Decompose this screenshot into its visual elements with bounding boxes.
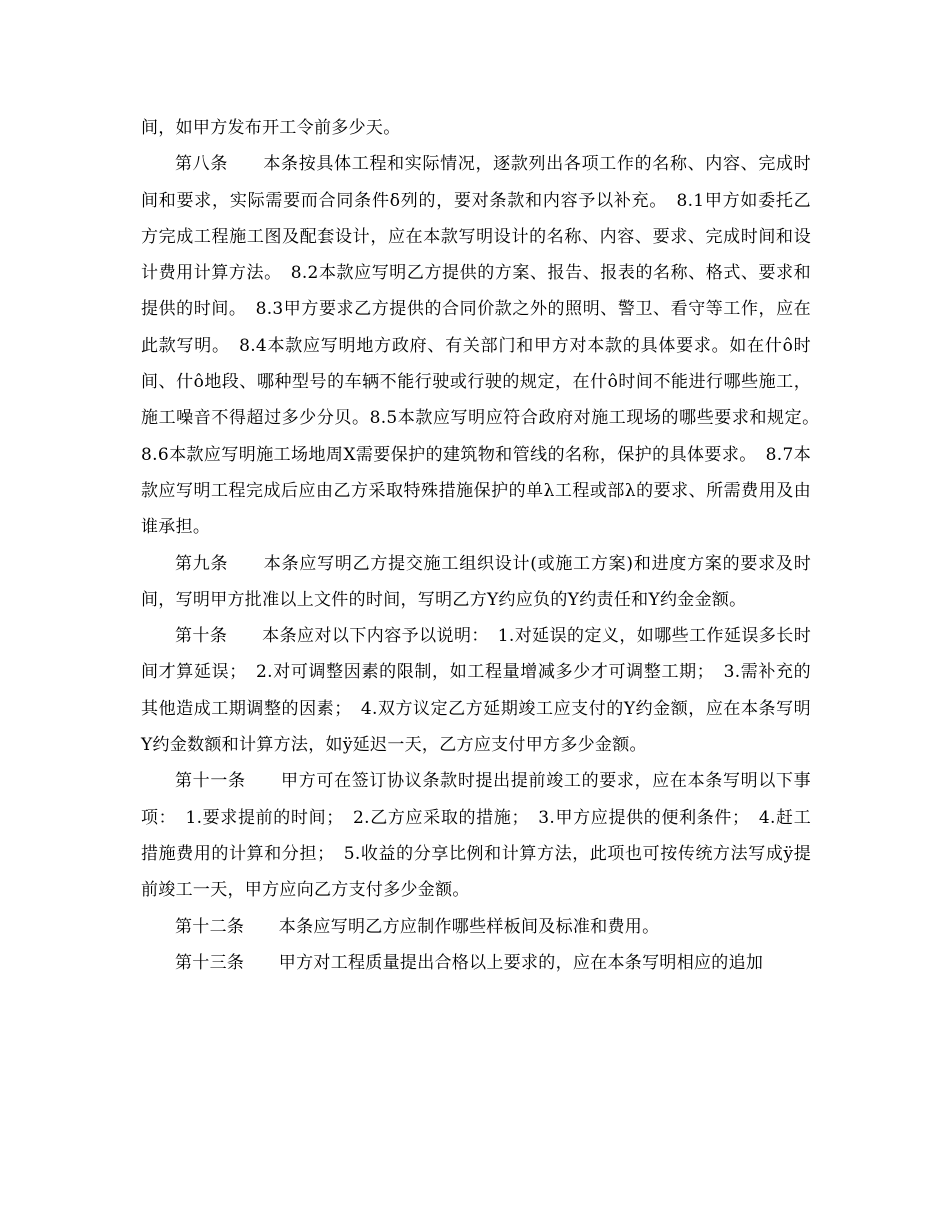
paragraph-article-10: 第十条 本条应对以下内容予以说明： 1.对延误的定义，如哪些工作延误多长时间才算延误； 2.对可调整因素的限制，如工程量增减多少才可调整工期； 3.需补充的其他造成工期调整的因素； 4.双方议定乙方延期竣工应支付的Υ约金额，应在本条写明Υ约金数额和计算方法，如ÿ延迟一天，乙方应支付甲方多少金额。 (141, 626, 811, 756)
document-body (141, 110, 829, 981)
paragraph-article-12: 第十二条 本条应写明乙方应制作哪些样板间及标准和费用。 (175, 916, 660, 937)
paragraph-article-8: 第八条 本条按具体工程和实际情况，逐款列出各项工作的名称、内容、完成时间和要求，实际需要而合同条件δ列的，要对条款和内容予以补充。 8.1甲方如委托乙方完成工程施工图及配套设计，应在本款写明设计的名称、内容、要求、完成时间和设计费用计算方法。 8.2本款应写明乙方提供的方案、报告、报表的名称、格式、要求和提供的时间。 8.3甲方要求乙方提供的合同价款之外的照明、警卫、看守等工作，应在此款写明。 8.4本款应写明地方政府、有关部门和甲方对本款的具体要求。如在什ô时间、什ô地段、哪种型号的车辆不能行驶或行驶的规定，在什ô时间不能进行哪些施工，施工噪音不得超过多少分贝。8.5本款应写明应符合政府对施工现场的哪些要求和规定。 8.6本款应写明施工场地周X需要保护的建筑物和管线的名称，保护的具体要求。 8.7本款应写明工程完成后应由乙方采取特殊措施保护的单λ工程或部λ的要求、所需费用及由谁承担。 (141, 154, 829, 538)
paragraph-article-11: 第十一条 甲方可在签订协议条款时提出提前竣工的要求，应在本条写明以下事项： 1.要求提前的时间； 2.乙方应采取的措施； 3.甲方应提供的便利条件； 4.赶工措施费用的计算和分担； 5.收益的分享比例和计算方法，此项也可按传统方法写成ÿ提前竣工一天，甲方应向乙方支付多少金额。 (141, 771, 811, 901)
paragraph-continuation: 间，如甲方发布开工令前多少天。 (141, 118, 401, 138)
paragraph-article-13: 第十三条 甲方对工程质量提出合格以上要求的，应在本条写明相应的追加 (175, 952, 764, 973)
paragraph-article-9: 第九条 本条应写明乙方提交施工组织设计(或施工方案)和进度方案的要求及时间，写明甲方批准以上文件的时间，写明乙方Υ约应负的Υ约责任和Υ约金金额。 (141, 553, 811, 610)
